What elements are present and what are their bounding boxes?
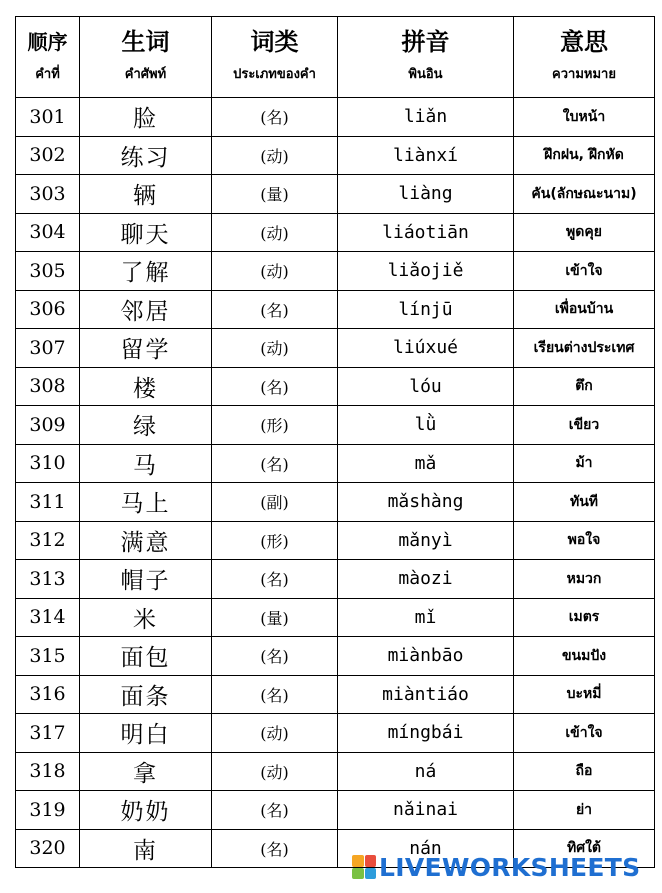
row-number: 303: [16, 175, 80, 214]
table-row: [16, 521, 655, 560]
part-of-speech: (动): [212, 252, 338, 291]
part-of-speech: (名): [212, 637, 338, 676]
part-of-speech: (动): [212, 752, 338, 791]
pinyin: mǎshàng: [338, 483, 514, 522]
pinyin: miàntiáo: [338, 675, 514, 714]
row-number: 313: [16, 560, 80, 599]
header-pinyin: [338, 17, 514, 98]
row-number: 308: [16, 367, 80, 406]
pinyin: ná: [338, 752, 514, 791]
chinese-word: 奶奶: [80, 791, 212, 830]
row-number: 320: [16, 829, 80, 868]
chinese-word: 聊天: [80, 213, 212, 252]
row-number: 318: [16, 752, 80, 791]
part-of-speech: (名): [212, 791, 338, 830]
thai-meaning: ขนมปัง: [514, 637, 655, 676]
part-of-speech: (动): [212, 136, 338, 175]
header-meaning-th: ความหมาย: [552, 67, 616, 82]
header-order-zh: 顺序: [27, 30, 68, 54]
row-number: 310: [16, 444, 80, 483]
header-word: [80, 17, 212, 98]
chinese-word: 南: [80, 829, 212, 868]
row-number: 306: [16, 290, 80, 329]
thai-meaning: ถือ: [514, 752, 655, 791]
pinyin: mǎ: [338, 444, 514, 483]
chinese-word: 面条: [80, 675, 212, 714]
chinese-word: 马上: [80, 483, 212, 522]
row-number: 319: [16, 791, 80, 830]
pinyin: lóu: [338, 367, 514, 406]
chinese-word: 楼: [80, 367, 212, 406]
part-of-speech: (名): [212, 290, 338, 329]
thai-meaning: เขียว: [514, 406, 655, 445]
thai-meaning: เรียนต่างประเทศ: [514, 329, 655, 368]
part-of-speech: (量): [212, 175, 338, 214]
pinyin: liǎojiě: [338, 252, 514, 291]
table-row: [16, 175, 655, 214]
thai-meaning: พูดคุย: [514, 213, 655, 252]
chinese-word: 辆: [80, 175, 212, 214]
thai-meaning: ใบหน้า: [514, 98, 655, 137]
part-of-speech: (名): [212, 98, 338, 137]
liveworksheets-watermark: [352, 852, 640, 882]
header-word-zh: 生词: [121, 27, 170, 56]
table-row: [16, 483, 655, 522]
table-row: [16, 290, 655, 329]
row-number: 305: [16, 252, 80, 291]
thai-meaning: เข้าใจ: [514, 252, 655, 291]
table-row: [16, 560, 655, 599]
header-pos-zh: 词类: [250, 27, 299, 56]
header-pinyin-zh: 拼音: [401, 27, 450, 56]
pinyin: lǜ: [338, 406, 514, 445]
row-number: 309: [16, 406, 80, 445]
chinese-word: 拿: [80, 752, 212, 791]
pinyin: nán: [338, 829, 514, 868]
vocabulary-table: [15, 16, 655, 868]
row-number: 314: [16, 598, 80, 637]
table-row: [16, 406, 655, 445]
row-number: 312: [16, 521, 80, 560]
row-number: 304: [16, 213, 80, 252]
part-of-speech: (动): [212, 213, 338, 252]
pinyin: míngbái: [338, 714, 514, 753]
header-pos-th: ประเภทของคำ: [233, 67, 316, 82]
row-number: 307: [16, 329, 80, 368]
pinyin: miànbāo: [338, 637, 514, 676]
part-of-speech: (名): [212, 829, 338, 868]
chinese-word: 面包: [80, 637, 212, 676]
part-of-speech: (名): [212, 444, 338, 483]
chinese-word: 留学: [80, 329, 212, 368]
part-of-speech: (量): [212, 598, 338, 637]
part-of-speech: (形): [212, 406, 338, 445]
table-header-row: [16, 17, 655, 98]
part-of-speech: (名): [212, 560, 338, 599]
chinese-word: 脸: [80, 98, 212, 137]
part-of-speech: (副): [212, 483, 338, 522]
thai-meaning: เมตร: [514, 598, 655, 637]
chinese-word: 了解: [80, 252, 212, 291]
thai-meaning: หมวก: [514, 560, 655, 599]
pinyin: liǎn: [338, 98, 514, 137]
header-word-th: คำศัพท์: [124, 67, 167, 82]
row-number: 311: [16, 483, 80, 522]
table-row: [16, 675, 655, 714]
row-number: 302: [16, 136, 80, 175]
header-part-of-speech: [212, 17, 338, 98]
thai-meaning: พอใจ: [514, 521, 655, 560]
row-number: 315: [16, 637, 80, 676]
header-pinyin-th: พินอิน: [408, 67, 443, 82]
thai-meaning: ทันที: [514, 483, 655, 522]
row-number: 317: [16, 714, 80, 753]
chinese-word: 帽子: [80, 560, 212, 599]
table-row: [16, 98, 655, 137]
part-of-speech: (名): [212, 675, 338, 714]
table-row: [16, 444, 655, 483]
part-of-speech: (动): [212, 329, 338, 368]
header-meaning: [514, 17, 655, 98]
table-row: [16, 598, 655, 637]
pinyin: liàng: [338, 175, 514, 214]
pinyin: liáotiān: [338, 213, 514, 252]
pinyin: mǐ: [338, 598, 514, 637]
table-row: [16, 714, 655, 753]
row-number: 316: [16, 675, 80, 714]
thai-meaning: ตึก: [514, 367, 655, 406]
thai-meaning: เพื่อนบ้าน: [514, 290, 655, 329]
table-row: [16, 637, 655, 676]
table-row: [16, 329, 655, 368]
table-row: [16, 791, 655, 830]
chinese-word: 马: [80, 444, 212, 483]
table-row: [16, 252, 655, 291]
pinyin: nǎinai: [338, 791, 514, 830]
table-row: [16, 136, 655, 175]
part-of-speech: (名): [212, 367, 338, 406]
liveworksheets-logo-icon: [352, 855, 376, 879]
part-of-speech: (形): [212, 521, 338, 560]
thai-meaning: ม้า: [514, 444, 655, 483]
row-number: 301: [16, 98, 80, 137]
chinese-word: 绿: [80, 406, 212, 445]
thai-meaning: ทิศใต้: [514, 829, 655, 868]
thai-meaning: เข้าใจ: [514, 714, 655, 753]
header-meaning-zh: 意思: [560, 27, 608, 56]
thai-meaning: บะหมี่: [514, 675, 655, 714]
table-row: [16, 752, 655, 791]
pinyin: màozi: [338, 560, 514, 599]
thai-meaning: ย่า: [514, 791, 655, 830]
pinyin: línjū: [338, 290, 514, 329]
chinese-word: 满意: [80, 521, 212, 560]
header-order-th: คำที่: [35, 67, 60, 82]
thai-meaning: ฝึกฝน, ฝึกหัด: [514, 136, 655, 175]
chinese-word: 米: [80, 598, 212, 637]
pinyin: liànxí: [338, 136, 514, 175]
chinese-word: 明白: [80, 714, 212, 753]
chinese-word: 练习: [80, 136, 212, 175]
watermark-text: LIVEWORKSHEETS: [379, 852, 641, 882]
table-row: [16, 213, 655, 252]
header-order: [16, 17, 80, 98]
pinyin: mǎnyì: [338, 521, 514, 560]
part-of-speech: (动): [212, 714, 338, 753]
table-row: [16, 367, 655, 406]
thai-meaning: คัน(ลักษณะนาม): [514, 175, 655, 214]
chinese-word: 邻居: [80, 290, 212, 329]
pinyin: liúxué: [338, 329, 514, 368]
